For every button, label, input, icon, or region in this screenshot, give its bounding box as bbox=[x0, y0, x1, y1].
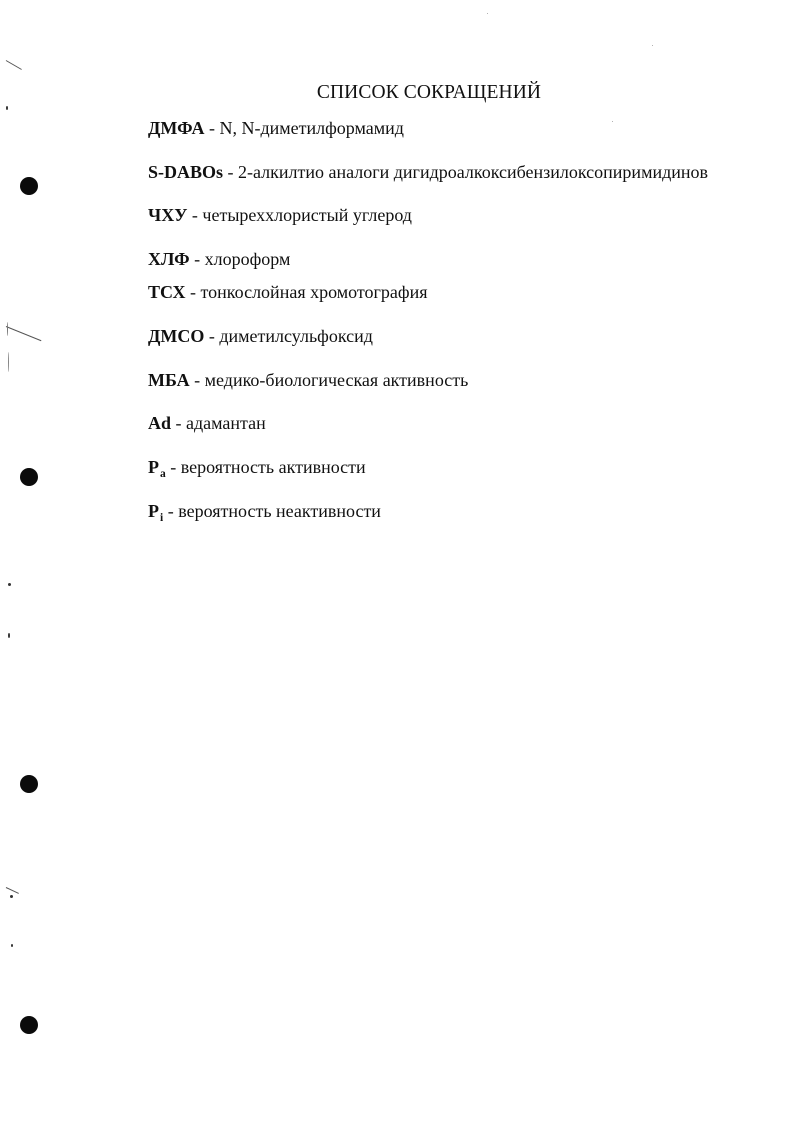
abbreviation-separator: - bbox=[223, 162, 239, 182]
scan-mark bbox=[6, 326, 42, 341]
abbreviation-entry bbox=[148, 282, 427, 303]
abbreviation-definition: медико-биологическая активность bbox=[204, 370, 469, 390]
abbreviation-definition: тонкослойная хромотография bbox=[200, 282, 428, 302]
abbreviation-definition: диметилсульфоксид bbox=[219, 326, 373, 346]
punch-hole bbox=[20, 468, 38, 486]
abbreviation-term: S-DABOs bbox=[148, 162, 224, 182]
scan-mark bbox=[6, 60, 22, 70]
abbreviation-term: P bbox=[148, 501, 159, 521]
abbreviation-separator: - bbox=[163, 501, 179, 521]
punch-hole bbox=[20, 177, 38, 195]
abbreviation-definition: вероятность неактивности bbox=[178, 501, 381, 521]
abbreviation-term: ХЛФ bbox=[148, 249, 190, 269]
scan-mark bbox=[612, 121, 613, 122]
scan-mark bbox=[10, 895, 13, 898]
abbreviation-term: P bbox=[148, 457, 159, 477]
abbreviation-separator: - bbox=[187, 205, 203, 225]
punch-hole bbox=[20, 775, 38, 793]
abbreviation-separator: - bbox=[204, 326, 220, 346]
abbreviation-separator: - bbox=[204, 118, 220, 138]
abbreviation-entry bbox=[148, 118, 404, 139]
scan-mark bbox=[487, 13, 488, 14]
scan-mark bbox=[652, 45, 653, 46]
scan-mark bbox=[8, 583, 11, 586]
abbreviation-entry bbox=[148, 501, 381, 522]
abbreviation-subscript: i bbox=[160, 512, 164, 524]
scan-mark bbox=[6, 887, 19, 894]
abbreviation-definition: 2-алкилтио аналоги дигидроалкоксибензилоксопиримидинов bbox=[238, 162, 709, 182]
abbreviation-definition: N, N-диметилформамид bbox=[219, 118, 404, 138]
abbreviation-entry bbox=[148, 370, 468, 391]
scan-mark bbox=[6, 106, 8, 110]
abbreviation-term: ЧХУ bbox=[148, 205, 188, 225]
scan-mark bbox=[11, 944, 13, 947]
scan-mark bbox=[7, 322, 8, 336]
scan-mark bbox=[8, 633, 10, 638]
abbreviation-subscript: a bbox=[160, 468, 166, 480]
scan-mark bbox=[8, 352, 9, 372]
page-title: СПИСОК СОКРАЩЕНИЙ bbox=[316, 82, 542, 103]
abbreviation-separator: - bbox=[171, 413, 187, 433]
abbreviation-term: ТСХ bbox=[148, 282, 186, 302]
punch-hole bbox=[20, 1016, 38, 1034]
abbreviation-definition: адамантан bbox=[186, 413, 266, 433]
abbreviation-separator: - bbox=[185, 282, 201, 302]
abbreviation-entry bbox=[148, 205, 412, 226]
abbreviation-separator: - bbox=[189, 249, 205, 269]
abbreviation-entry bbox=[148, 413, 266, 434]
abbreviation-term: ДМФА bbox=[148, 118, 205, 138]
abbreviation-separator: - bbox=[189, 370, 205, 390]
abbreviation-entry bbox=[148, 326, 373, 347]
abbreviation-definition: вероятность активности bbox=[180, 457, 366, 477]
abbreviation-separator: - bbox=[165, 457, 181, 477]
abbreviation-term: Ad bbox=[148, 413, 172, 433]
abbreviation-entry bbox=[148, 162, 708, 183]
abbreviation-entry bbox=[148, 457, 366, 478]
abbreviation-entry bbox=[148, 249, 290, 270]
abbreviation-term: ДМСО bbox=[148, 326, 205, 346]
abbreviation-definition: хлороформ bbox=[204, 249, 291, 269]
abbreviation-definition: четыреххлористый углерод bbox=[202, 205, 412, 225]
abbreviation-term: МБА bbox=[148, 370, 190, 390]
